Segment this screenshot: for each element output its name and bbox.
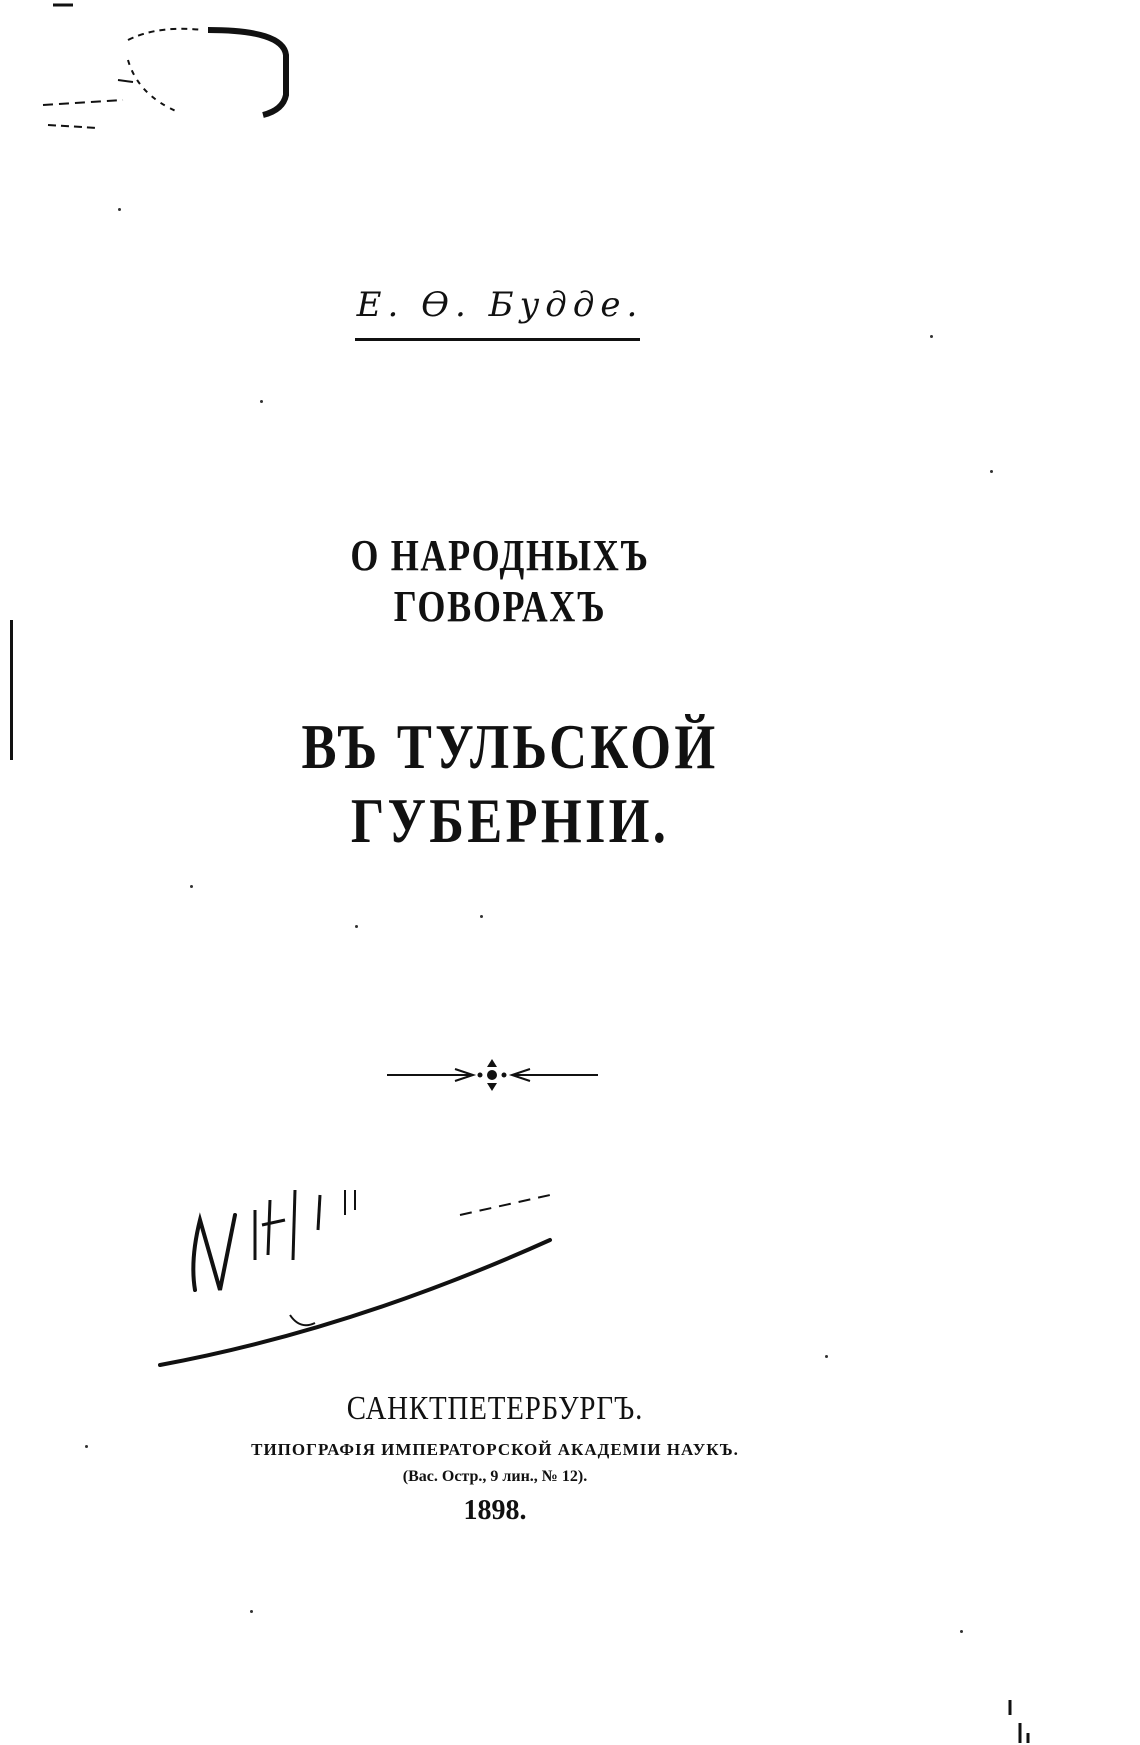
page-corner-mark — [1000, 1695, 1040, 1745]
paper-speck — [190, 885, 193, 888]
author-underline — [355, 338, 640, 341]
paper-speck — [260, 400, 263, 403]
printer-name: ТИПОГРАФІЯ ИМПЕРАТОРСКОЙ АКАДЕМІИ НАУКЪ. — [251, 1440, 739, 1459]
paper-speck — [930, 335, 933, 338]
paper-speck — [480, 915, 483, 918]
scan-margin-mark — [10, 620, 13, 760]
paper-speck — [960, 1630, 963, 1633]
ornament-divider — [385, 1055, 600, 1095]
paper-speck — [85, 1445, 88, 1448]
paper-speck — [990, 470, 993, 473]
library-stamp-mark — [28, 0, 308, 150]
title-line-2: ВЪ ТУЛЬСКОЙ ГУБЕРНІИ. — [301, 711, 719, 856]
paper-speck — [355, 925, 358, 928]
paper-speck — [825, 1355, 828, 1358]
author-name: Е. Ѳ. Будде. — [356, 285, 644, 325]
publication-city: САНКТПЕТЕРБУРГЪ. — [346, 1390, 644, 1427]
handwritten-inventory-note — [150, 1140, 620, 1380]
paper-speck — [250, 1610, 253, 1613]
paper-speck — [118, 208, 121, 211]
printer-address: (Вас. Остр., 9 лин., № 12). — [402, 1468, 588, 1485]
publication-year: 1898. — [463, 1495, 527, 1526]
title-line-1: О НАРОДНЫХЪ ГОВОРАХЪ — [350, 531, 650, 631]
